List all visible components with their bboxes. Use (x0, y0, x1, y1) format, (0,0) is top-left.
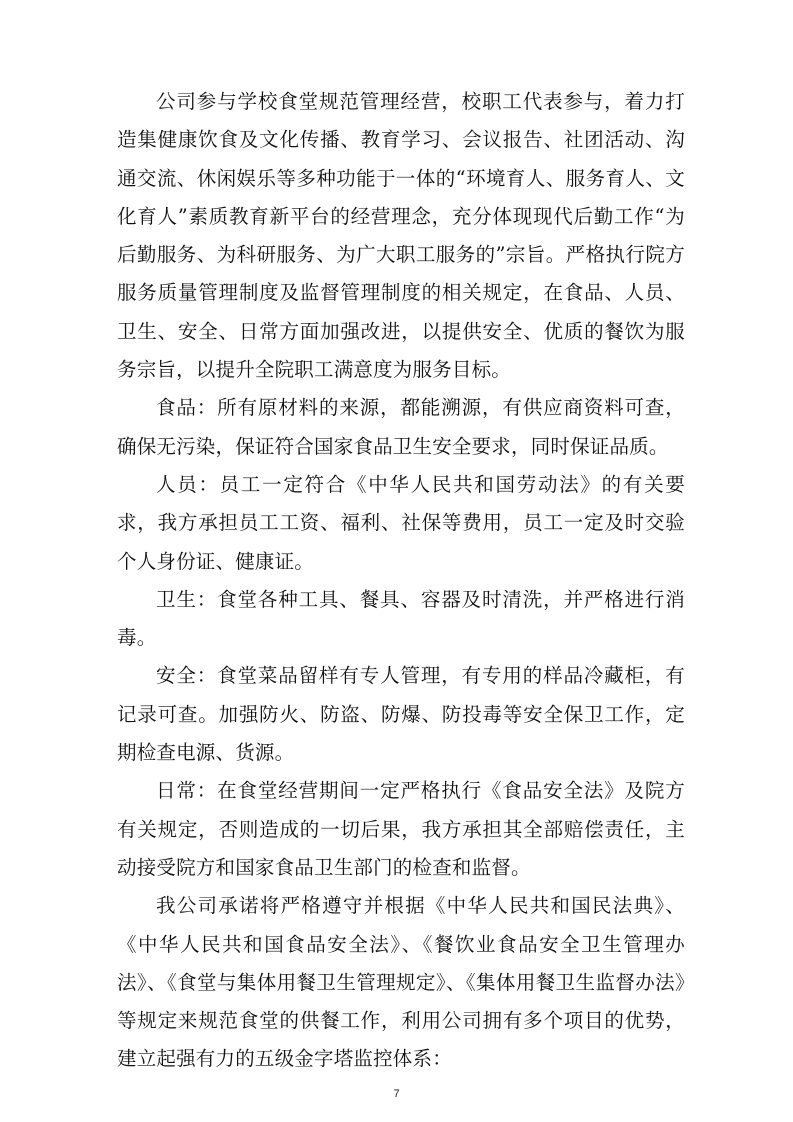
paragraph-food: 食品：所有原材料的来源，都能溯源，有供应商资料可查，确保无污染，保证符合国家食品卫生安全要求，同时保证品质。 (117, 396, 685, 458)
paragraph-hygiene: 卫生：食堂各种工具、餐具、容器及时清洗，并严格进行消毒。 (117, 587, 685, 650)
document-body (117, 83, 685, 1079)
paragraph-intro: 公司参与学校食堂规范管理经营，校职工代表参与，着力打造集健康饮食及文化传播、教育学习、会议报告、社团活动、沟通交流、休闲娱乐等多种功能于一体的“环境育人、服务育人、文化育人”素质教育新平台的经营理念，充分体现现代后勤工作“为后勤服务、为科研服务、为广大职工服务的”宗旨。严格执行院方服务质量管理制度及监督管理制度的相关规定，在食品、人员、卫生、安全、日常方面加强改进，以提供安全、优质的餐饮为服务宗旨，以提升全院职工满意度为服务目标。 (117, 90, 685, 382)
paragraph-safety: 安全：食堂菜品留样有专人管理，有专用的样品冷藏柜，有记录可查。加强防火、防盗、防爆、防投毒等安全保卫工作，定期检查电源、货源。 (117, 664, 685, 765)
paragraph-staff: 人员：员工一定符合《中华人民共和国劳动法》的有关要求，我方承担员工工资、福利、社保等费用，员工一定及时交验个人身份证、健康证。 (117, 472, 685, 573)
paragraph-commitment: 我公司承诺将严格遵守并根据《中华人民共和国民法典》、《中华人民共和国食品安全法》、《餐饮业食品安全卫生管理办法》、《食堂与集体用餐卫生管理规定》、《集体用餐卫生监督办法》等规定来规范食堂的供餐工作，利用公司拥有多个项目的优势，建立起强有力的五级金字塔监控体系： (117, 894, 685, 1071)
page-number: 7 (393, 1088, 400, 1100)
paragraph-daily: 日常：在食堂经营期间一定严格执行《食品安全法》及院方有关规定，否则造成的一切后果，我方承担其全部赔偿责任，主动接受院方和国家食品卫生部门的检查和监督。 (117, 779, 685, 879)
